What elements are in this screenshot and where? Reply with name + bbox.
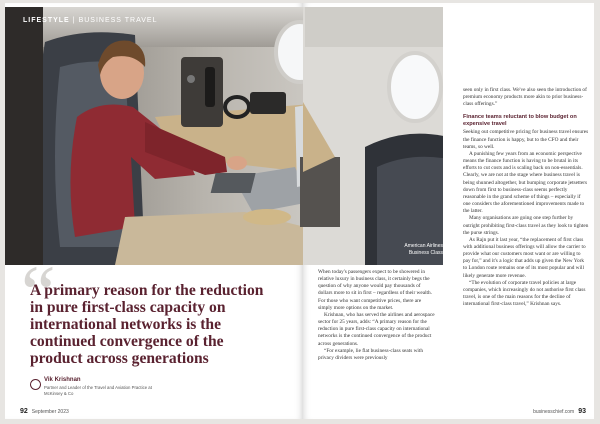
section-tag (23, 17, 158, 24)
right-page (303, 3, 594, 419)
article-column-right (463, 87, 589, 308)
article-paragraph: “The evolution of corporate travel policies at large companies, which increasingly do not authorise first class travel, is one of the main reasons for the decline of international first-class travel,” Krishnan says. (463, 279, 586, 308)
author-role: Partner and Leader of the Travel and Aviation Practice at McKinsey & Co (44, 385, 152, 396)
article-paragraph: “For example, lie flat business-class seats with privacy dividers were previously (318, 347, 423, 361)
section-separator: | (72, 17, 76, 24)
right-folio (533, 408, 586, 415)
article-paragraph: A punishing few years from an economic perspective means the finance function is having to be brutal in its efforts to cut costs and is scaling back on non-essentials. Clearly, we are not at the stage where business travel is being shunned altogether, but bumping corporate jetsetters down from first to business-class seems perfectly reasonable in the grand scheme of things – especially if one considers the aforementioned improvements made to the latter. (463, 150, 588, 215)
article-paragraph: When today's passengers expect to be showered in relative luxury in business class, it certainly begs the question of why anyone would pay thousands of dollars more to sit in first – regardless of their wealth. For those who want competitive prices, there are simply more options on the market. (318, 269, 433, 311)
right-site: businesschief.com (533, 409, 575, 415)
pull-quote: A primary reason for the reduction in pure first-class capacity on international networks is the continued convergence of the product across generations (30, 282, 264, 367)
right-page-number: 93 (578, 408, 586, 415)
author-name: Vik Krishnan (44, 377, 81, 383)
left-page-number: 92 (20, 408, 28, 415)
section-main: LIFESTYLE (23, 17, 70, 24)
article-paragraph: Seeking out competitive pricing for business travel ensures the finance function is happy, but to the CFO and their teams, so well. (463, 129, 589, 150)
left-page (5, 3, 303, 419)
article-paragraph: Many organisations are going one step further by outright prohibiting first-class travel as they look to tighten the purse strings. (463, 215, 589, 236)
subheading: Finance teams reluctant to blow budget on expensive travel (463, 114, 577, 128)
left-issue-date: September 2023 (31, 409, 69, 415)
quote-mark-icon: “ (21, 249, 56, 336)
left-folio (20, 408, 69, 415)
section-sub: BUSINESS TRAVEL (78, 17, 158, 24)
photo-caption: American Airlines Business Class (404, 243, 443, 256)
cabin-photo (5, 7, 303, 265)
article-paragraph: As Rajn put it last year, “the replacement of first class with additional business offerings will allow the carrier to provide what our customers most want or are willing to pay for,” and it's a logic that adds up given the New York to London route remains one of its most popular and will likely generate more revenue. (463, 236, 586, 279)
person-icon (30, 379, 41, 390)
article-column-left (318, 269, 436, 362)
article-paragraph: Krishnan, who has served the airlines and aerospace sector for 25 years, adds: “A primary reason for the reduction in pure first-class capacity on international networks is the continued convergence of the product across generations. (318, 311, 435, 347)
article-paragraph: seen only in first class. We've also seen the introduction of premium economy products more akin to prior business-class offerings.” (463, 87, 587, 108)
cabin-photo-continued (303, 7, 443, 265)
